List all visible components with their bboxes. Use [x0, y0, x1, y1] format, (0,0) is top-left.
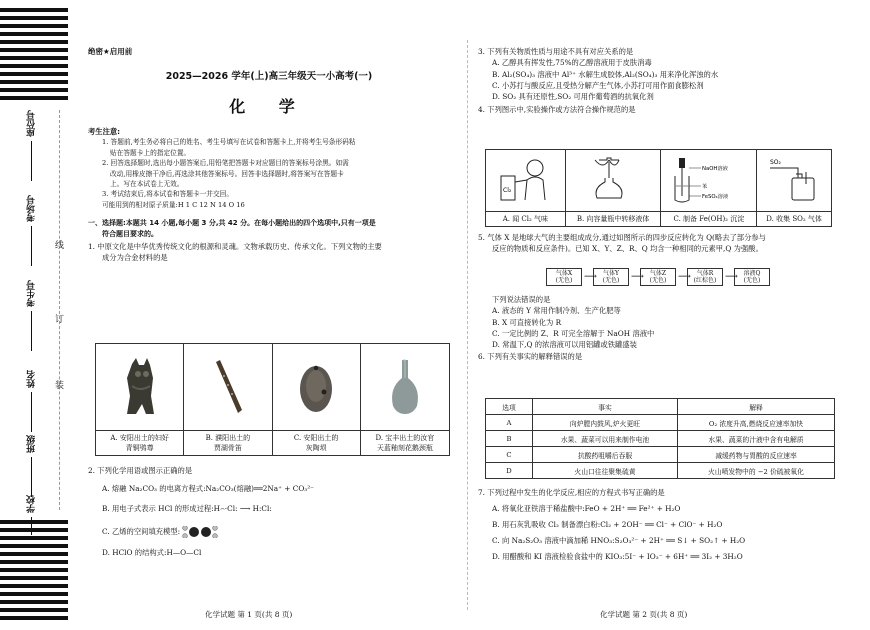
binding-mark-order: 订 — [55, 315, 65, 325]
flow-node-q — [734, 268, 770, 286]
q6-table-wrap — [485, 398, 835, 479]
seat-number-label: 座位号 — [26, 110, 37, 137]
bronze-owl-vessel-image — [96, 344, 183, 431]
table-cell: A — [486, 415, 533, 431]
table-cell: B — [486, 431, 533, 447]
q4-benzene-label: 苯 — [701, 184, 708, 191]
column-divider — [467, 40, 468, 610]
right-column — [478, 46, 850, 116]
flow-node-r-name: 气体R — [696, 270, 714, 277]
flow-node-q-color: (无色) — [743, 277, 761, 285]
bone-flute-image — [184, 344, 271, 431]
pottery-xun-image — [273, 344, 360, 431]
ru-vase-image — [361, 344, 449, 431]
secret-label: 绝密★启用前 — [88, 47, 133, 56]
section-heading: 一、选择题:本题共 14 小题,每小题 3 分,共 42 分。在每小题给出的四个选项中,只有一项是 — [88, 219, 376, 228]
q6-stem: 6. 下列有关事实的解释错误的是 — [478, 352, 583, 362]
binding-mark-install: 装 — [55, 381, 65, 391]
q1-option-c-line2: 灰陶埙 — [305, 443, 327, 452]
section-heading-cont: 符合题目要求的。 — [102, 229, 158, 238]
flow-arrow-icon: ⟶ — [678, 272, 691, 282]
note-line: 贴在答题卡上的指定位置。 — [110, 148, 191, 157]
q2-option-b[interactable]: B. 用电子式表示 HCl 的形成过程:H⌢·Cl: ⟶ H:Cl: — [102, 504, 272, 514]
q3-option-a[interactable]: A. 乙醇具有挥发性,75%的乙醇溶液用于皮肤消毒 — [492, 58, 652, 68]
q1-option-b-line2: 贾湖骨笛 — [213, 443, 242, 452]
q4-option-a-caption: A. 闻 Cl₂ 气味 — [502, 214, 549, 223]
flow-arrow-icon: ⟶ — [584, 272, 597, 282]
table-header: 解释 — [678, 399, 835, 415]
q4-option-b-caption: B. 向容量瓶中转移液体 — [576, 214, 650, 223]
q5-stem: 5. 气体 X 是地球大气的主要组成成分,通过如图所示的四步反应转化为 Q(略去了部分参与 — [478, 233, 766, 242]
table-header: 事实 — [533, 399, 678, 415]
q1-option-b[interactable] — [184, 344, 272, 455]
flow-node-x — [546, 268, 582, 286]
note-line: 上。写在本试卷上无效。 — [110, 179, 184, 188]
table-row[interactable] — [486, 463, 835, 479]
q1-option-b-line1: B. 濮阳出土的 — [205, 433, 251, 442]
candidate-number-label: 考生号 — [26, 280, 37, 307]
notes-list — [88, 137, 450, 210]
q1-option-d-line1: D. 宝丰出土的汝官 — [375, 433, 435, 442]
table-cell: O₂ 浓度升高,燃烧反应速率加快 — [678, 415, 835, 431]
q4-so2-label: SO₂ — [770, 159, 782, 167]
q6-table — [485, 398, 835, 479]
q4-stem: 4. 下列图示中,实验操作或方法符合操作规范的是 — [478, 105, 636, 115]
q3-stem: 3. 下列有关物质性质与用途不具有对应关系的是 — [478, 47, 634, 56]
table-header: 选项 — [486, 399, 533, 415]
q5-option-a[interactable]: A. 液态的 Y 常用作制冷剂、生产化肥等 — [492, 306, 621, 316]
q4-option-d[interactable] — [757, 150, 831, 226]
table-cell: 减缓药物与胃酸的反应速率 — [678, 447, 835, 463]
flow-node-z-color: (无色) — [649, 277, 667, 285]
q7-block — [478, 488, 850, 563]
q3-option-b[interactable]: B. Al₂(SO₄)₃ 溶液中 Al³⁺ 水解生成胶体,Al₂(SO₄)₃ 用来净化浑浊的水 — [492, 69, 719, 79]
flow-node-y-name: 气体Y — [603, 270, 619, 277]
q1-option-d[interactable] — [361, 344, 449, 455]
smell-chlorine-image — [486, 150, 565, 212]
q2-option-c-text: C. 乙烯的空间填充模型: — [102, 526, 181, 536]
q5-option-c[interactable]: C. 一定比例的 Z、R 可完全溶解于 NaOH 溶液中 — [492, 328, 655, 338]
table-header-row — [486, 399, 835, 415]
flow-node-x-color: (无色) — [555, 277, 573, 285]
exam-title: 2025—2026 学年(上)高三年级天一小高考(一) — [165, 71, 373, 83]
q5-option-d[interactable]: D. 常温下,Q 的浓溶液可以用铝罐或铁罐盛装 — [492, 340, 637, 350]
q1-stem-cont: 成分为合金材料的是 — [102, 253, 168, 262]
school-label: 学校 — [26, 495, 37, 513]
q7-option-d[interactable]: D. 用醋酸和 KI 溶液检验食盐中的 KIO₃:5I⁻ + IO₃⁻ + 6H⁺ ══ 3I₂ + 3H₂O — [492, 551, 743, 561]
q1-option-d-line2: 天蓝釉刻花鹅颈瓶 — [376, 443, 433, 452]
flow-arrow-icon: ⟶ — [631, 272, 644, 282]
q4-option-c-caption: C. 制备 Fe(OH)₂ 沉淀 — [673, 214, 745, 223]
binding-margin — [0, 0, 72, 630]
table-row[interactable] — [486, 415, 835, 431]
q4-option-a[interactable] — [486, 150, 566, 226]
collect-so2-image — [757, 150, 831, 212]
q2-stem: 2. 下列化学用语或图示正确的是 — [88, 466, 193, 475]
q4-option-b[interactable] — [566, 150, 662, 226]
table-cell: 水果、蔬菜的汁液中含有电解质 — [678, 431, 835, 447]
name-field[interactable] — [20, 370, 42, 432]
q1-option-a-line2: 青铜鸮尊 — [125, 443, 154, 452]
table-cell: 水果、蔬菜可以用来制作电池 — [533, 431, 678, 447]
candidate-number-field[interactable] — [20, 280, 42, 351]
ferrous-hydroxide-setup-image — [661, 150, 756, 212]
note-line: 3. 考试结束后,将本试卷和答题卡一并交回。 — [102, 190, 234, 199]
q7-option-b[interactable]: B. 用石灰乳吸收 Cl₂ 制备漂白粉:Cl₂ + 2OH⁻ ══ Cl⁻ + ClO⁻ + H₂O — [492, 519, 723, 529]
flow-node-y-color: (无色) — [602, 277, 620, 285]
left-column — [88, 46, 450, 264]
binding-mark-line: 线 — [55, 241, 65, 251]
table-cell: D — [486, 463, 533, 479]
class-field[interactable] — [20, 435, 42, 497]
q5-options — [478, 294, 850, 363]
q3-option-c[interactable]: C. 小苏打与酸反应,且受热分解产生气体,小苏打可用作面食膨松剂 — [492, 80, 704, 90]
flow-node-r-color: (红棕色) — [693, 277, 717, 285]
q5-block — [478, 232, 850, 255]
flow-node-z — [640, 268, 676, 286]
q1-artifact-table — [95, 343, 450, 456]
q2-option-c[interactable] — [88, 526, 450, 538]
q4-option-c[interactable] — [661, 150, 757, 226]
flow-node-z-name: 气体Z — [649, 270, 667, 277]
table-cell: 抗酸药咀嚼后吞服 — [533, 447, 678, 463]
flow-node-q-name: 溶液Q — [743, 270, 761, 277]
q7-option-c[interactable]: C. 向 Na₂S₂O₃ 溶液中滴加稀 HNO₃:S₂O₃²⁻ + 2H⁺ ══ S↓ + SO₂↑ + H₂O — [492, 535, 746, 545]
notes-heading: 考生注意: — [88, 126, 121, 136]
table-cell: 向炉膛内鼓风,炉火更旺 — [533, 415, 678, 431]
page-footer-left: 化学试题 第 1 页(共 8 页) — [205, 610, 293, 619]
q4-cl2-label: Cl₂ — [503, 187, 512, 195]
atomic-mass-line: 可能用到的相对原子质量:H 1 C 12 N 14 O 16 — [102, 200, 245, 209]
table-row[interactable] — [486, 431, 835, 447]
exam-room-label: 考场号 — [26, 195, 37, 222]
q7-option-a[interactable]: A. 将氧化亚铁溶于稀盐酸中:FeO + 2H⁺ ══ Fe²⁺ + H₂O — [492, 503, 681, 513]
q1-option-a-line1: A. 安阳出土的妇好 — [110, 433, 169, 442]
name-label: 姓名 — [26, 370, 37, 388]
seat-number-field[interactable] — [20, 110, 42, 181]
q3-option-d[interactable]: D. SO₂ 具有还原性,SO₂ 可用作葡萄酒的抗氧化剂 — [492, 92, 654, 102]
q5-lead: 下列说法错误的是 — [492, 295, 551, 304]
q7-stem: 7. 下列过程中发生的化学反应,相应的方程式书写正确的是 — [478, 488, 665, 497]
note-line: 1. 答题前,考生务必将自己的姓名、考生号填写在试卷和答题卡上,并将考生号条形码粘 — [102, 138, 356, 147]
page-footer-right: 化学试题 第 2 页(共 8 页) — [600, 610, 688, 619]
q2-block — [88, 466, 450, 558]
q4-option-d-caption: D. 收集 SO₂ 气体 — [766, 214, 822, 223]
q2-option-d[interactable]: D. HClO 的结构式:H—O—Cl — [102, 547, 202, 557]
q4-feso4-label: FeSO₄溶液 — [701, 194, 729, 201]
exam-room-field[interactable] — [20, 195, 42, 266]
q1-stem: 1. 中原文化是中华优秀传统文化的根源和灵魂。文物承载历史、传承文化。下列文物的主要 — [88, 242, 382, 252]
note-line: 2. 回答选择题时,选出每小题答案后,用铅笔把答题卡对应题目的答案标号涂黑。如需 — [102, 159, 349, 168]
q5-option-b[interactable]: B. X 可直接转化为 R — [492, 317, 562, 327]
flow-arrow-icon: ⟶ — [725, 272, 738, 282]
q4-apparatus-table — [485, 149, 832, 227]
school-field[interactable] — [20, 495, 42, 535]
volumetric-flask-image — [566, 150, 661, 212]
table-row[interactable] — [486, 447, 835, 463]
table-cell: C — [486, 447, 533, 463]
table-cell: 火山喷发物中的 −2 价硫被氧化 — [678, 463, 835, 479]
q4-naoh-label: NaOH溶液 — [701, 166, 728, 173]
flow-node-r — [687, 268, 723, 286]
note-line: 改动,用橡皮擦干净后,再选涂其他答案标号。回答非选择题时,将答案写在答题卡 — [110, 169, 344, 178]
class-label: 班级 — [26, 435, 37, 453]
ethylene-model-icon — [182, 526, 218, 538]
q1-option-c[interactable] — [273, 344, 361, 455]
q1-option-a[interactable] — [96, 344, 184, 455]
q2-option-a[interactable]: A. 熔融 Na₂CO₃ 的电离方程式:Na₂CO₃(熔融)══2Na⁺ + CO₃²⁻ — [102, 483, 315, 493]
q1-option-c-line1: C. 安阳出土的 — [293, 433, 339, 442]
table-cell: 火山口往往聚集硫黄 — [533, 463, 678, 479]
flow-node-x-name: 气体X — [555, 270, 573, 277]
subject-title: 化 学 — [229, 96, 309, 116]
flow-node-y — [593, 268, 629, 286]
q5-stem-cont: 反应的物质和反应条件)。已知 X、Y、Z、R、Q 均含一种相同的元素甲,Q 为强酸。 — [492, 244, 763, 254]
binding-dashed-line — [59, 110, 60, 510]
